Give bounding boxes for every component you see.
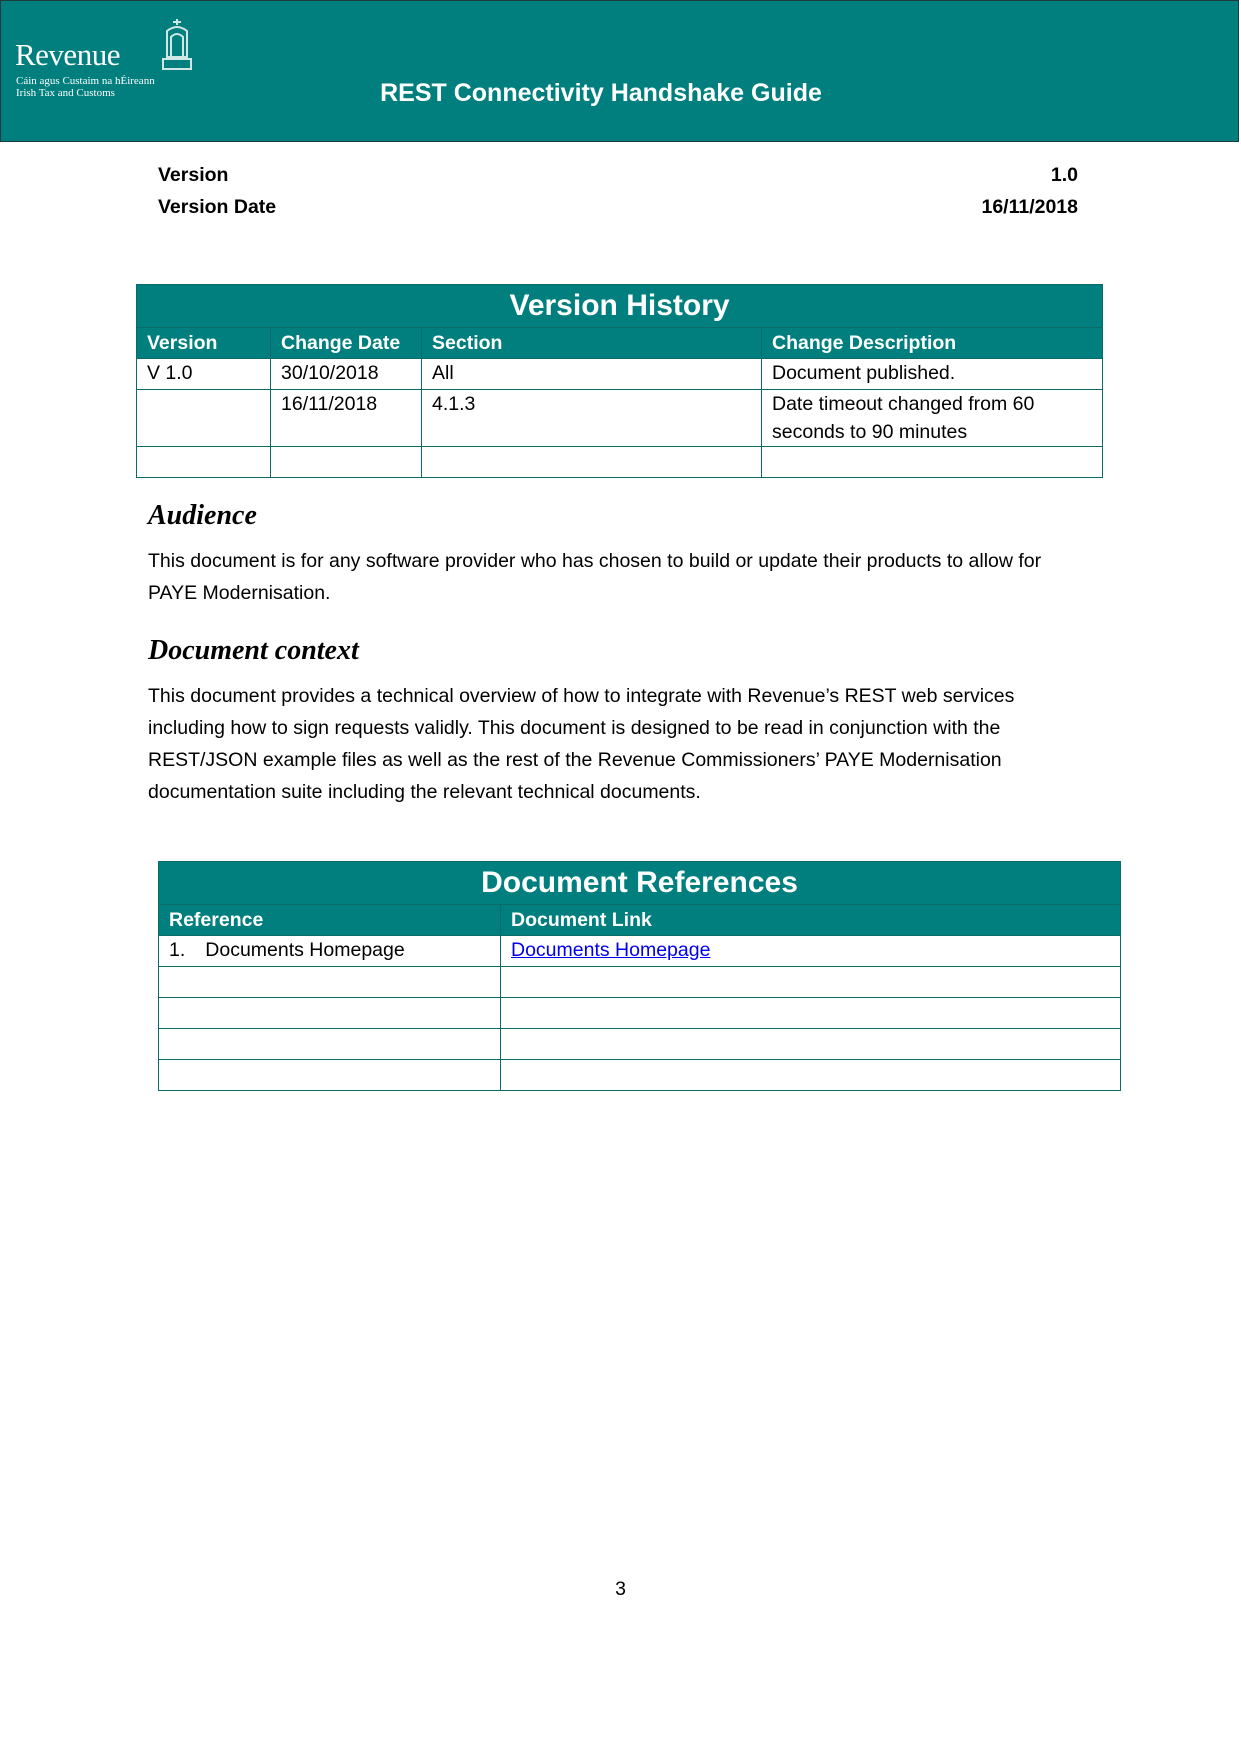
link-cell	[501, 998, 1121, 1029]
documents-homepage-link[interactable]: Documents Homepage	[511, 939, 711, 961]
version-history-header-row	[137, 328, 1103, 359]
reference-cell	[159, 936, 501, 967]
version-date-label: Version Date	[158, 196, 277, 218]
link-cell	[501, 967, 1121, 998]
version-label: Version	[158, 164, 229, 186]
reference-cell	[159, 1029, 501, 1060]
logo-wordmark: Revenue	[15, 37, 120, 72]
reference-cell	[159, 967, 501, 998]
table-cell: 16/11/2018	[271, 390, 422, 447]
column-header: Section	[422, 328, 762, 359]
version-date-value: 16/11/2018	[981, 196, 1078, 218]
table-cell: Date timeout changed from 60 seconds to 90 minutes	[762, 390, 1103, 447]
document-references-table	[158, 861, 1121, 1091]
header-banner	[0, 0, 1239, 142]
table-cell	[422, 447, 762, 478]
table-row	[137, 359, 1103, 390]
audience-text: This document is for any software provider who has chosen to build or update their products to allow for PAYE Modernisation.	[148, 550, 1042, 604]
table-cell: 30/10/2018	[271, 359, 422, 390]
table-cell: 4.1.3	[422, 390, 762, 447]
harp-emblem-icon	[159, 17, 195, 73]
column-header: Version	[137, 328, 271, 359]
version-history-title: Version History	[137, 285, 1103, 328]
logo-subline-irish: Cáin agus Custaim na hÉireann	[16, 75, 155, 87]
table-row	[159, 936, 1121, 967]
context-heading: Document context	[148, 635, 359, 666]
table-cell	[762, 447, 1103, 478]
table-row	[159, 998, 1121, 1029]
table-row	[159, 1060, 1121, 1091]
column-header: Document Link	[501, 905, 1121, 936]
link-cell	[501, 936, 1121, 967]
table-row	[159, 967, 1121, 998]
column-header: Reference	[159, 905, 501, 936]
reference-name: Documents Homepage	[205, 939, 405, 961]
column-header: Change Description	[762, 328, 1103, 359]
document-title: REST Connectivity Handshake Guide	[380, 79, 822, 107]
table-row	[137, 447, 1103, 478]
table-row	[137, 390, 1103, 447]
link-cell	[501, 1060, 1121, 1091]
table-cell	[271, 447, 422, 478]
page-number: 3	[615, 1578, 626, 1600]
audience-heading: Audience	[148, 500, 257, 531]
table-cell	[137, 390, 271, 447]
link-cell	[501, 1029, 1121, 1060]
table-cell: Document published.	[762, 359, 1103, 390]
version-value: 1.0	[1050, 164, 1078, 186]
document-references-title: Document References	[159, 862, 1121, 905]
column-header: Change Date	[271, 328, 422, 359]
reference-number: 1.	[169, 939, 186, 961]
reference-cell	[159, 1060, 501, 1091]
table-cell: All	[422, 359, 762, 390]
table-cell: V 1.0	[137, 359, 271, 390]
references-header-row	[159, 905, 1121, 936]
version-history-table	[136, 284, 1103, 478]
context-text: This document provides a technical overview of how to integrate with Revenue’s REST web services including how to sign requests validly. This document is designed to be read in conjunction with the REST/JSON example files as well as the rest of the Revenue Commissioners’ PAYE Modernisation documentation suite including the relevant technical documents.	[148, 685, 1015, 803]
logo-subline-english: Irish Tax and Customs	[16, 87, 115, 99]
table-row	[159, 1029, 1121, 1060]
reference-cell	[159, 998, 501, 1029]
table-cell	[137, 447, 271, 478]
